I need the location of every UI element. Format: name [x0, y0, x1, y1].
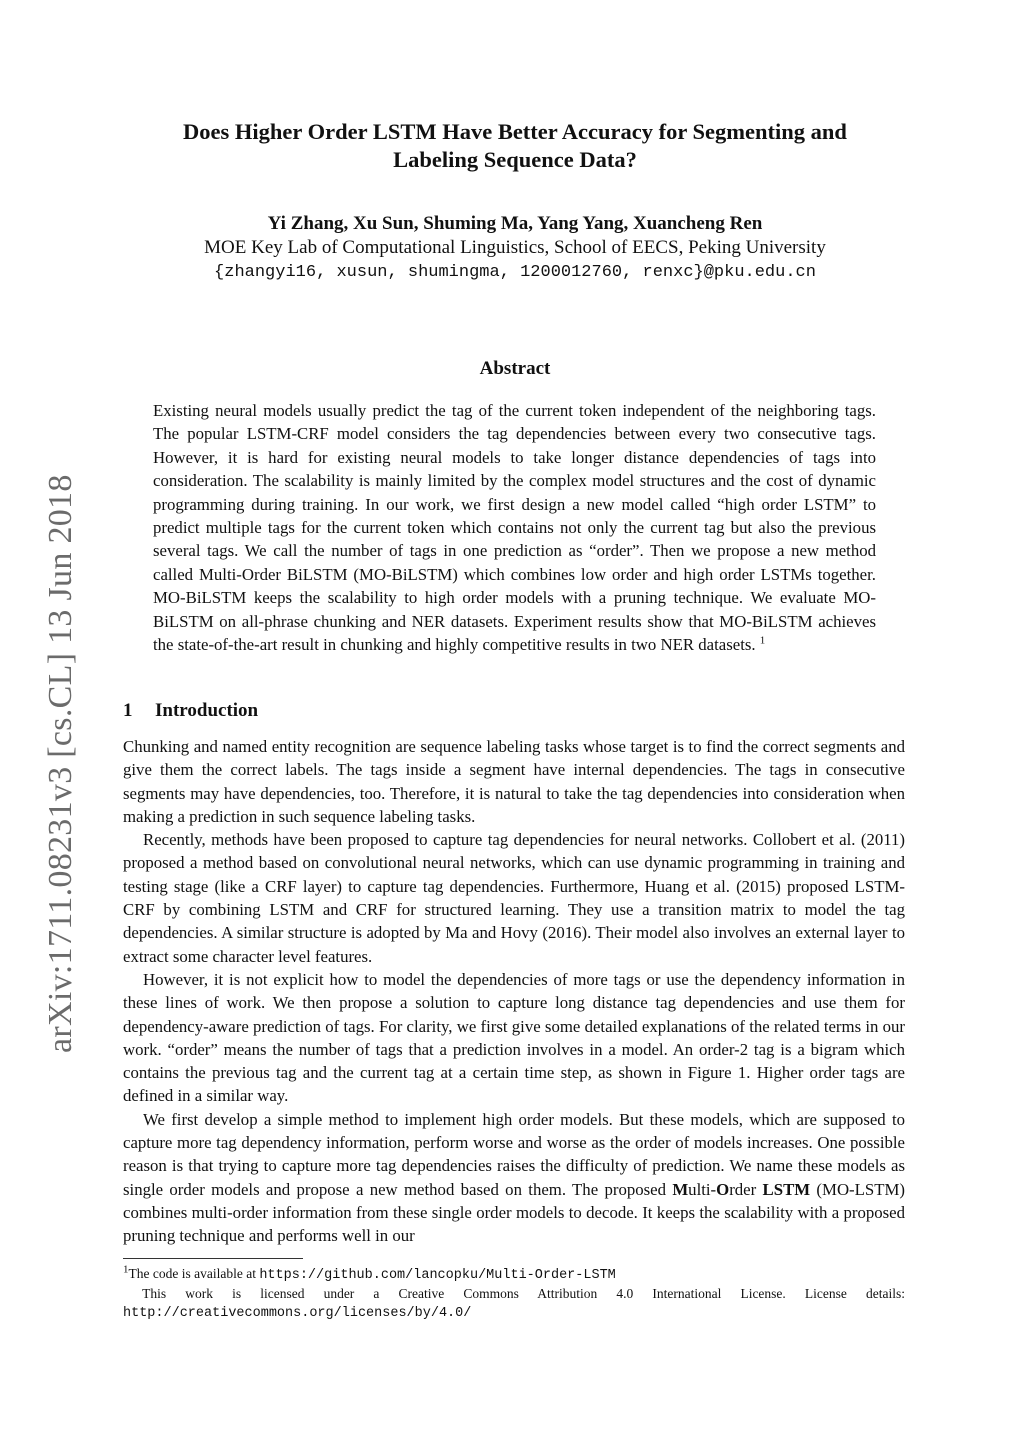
introduction-body [123, 735, 905, 1248]
p4-text-b: (MO-LSTM) combines multi-order information from these single order models to decode. It keeps the scalability with a proposed pruning technique and performs well in our [123, 1179, 905, 1246]
license-note [123, 1285, 905, 1323]
license-text: This work is licensed under a Creative Commons Attribution 4.0 International License. License details: [142, 1286, 905, 1301]
footnote-mark-1: 1 [759, 634, 766, 647]
footnotes [123, 1265, 905, 1323]
arxiv-identifier: arXiv:1711.08231v3 [cs.CL] 13 Jun 2018 [42, 474, 79, 1053]
author-list: Yi Zhang, Xu Sun, Shuming Ma, Yang Yang, Xuancheng Ren [267, 213, 763, 234]
footnote-divider [123, 1258, 303, 1259]
abstract-body [153, 399, 876, 656]
abstract-heading: Abstract [479, 358, 551, 379]
paper-title [120, 118, 910, 174]
p4-text-rder: rder [729, 1179, 763, 1199]
abstract-text: Existing neural models usually predict the tag of the current token independent of the neighboring tags. The popular LSTM-CRF model considers the tag dependencies between every two consecutive tags. However, it is hard for existing neural models to take longer distance dependencies of tags into consideration. The scalability is mainly limited by the complex model structures and the cost of dynamic programming during training. In our work, we first design a new model called “high order LSTM” to predict multiple tags for the current token which contains not only the current tag but also the previous several tags. We call the number of tags in one prediction as “order”. Then we propose a new method called Multi-Order BiLSTM (MO-BiLSTM) which combines low order and high order LSTMs together. MO-BiLSTM keeps the scalability to high order models with a pruning technique. We evaluate MO-BiLSTM on all-phrase chunking and NER datasets. Experiment results show that MO-BiLSTM achieves the state-of-the-art result in chunking and highly competitive results in two NER datasets. [153, 401, 876, 655]
license-url-link[interactable]: http://creativecommons.org/licenses/by/4.0/ [123, 1306, 472, 1321]
author-emails: {zhangyi16, xusun, shumingma, 1200012760, renxc}@pku.edu.cn [214, 263, 816, 282]
intro-paragraph-4 [123, 1108, 905, 1248]
footnote-1-mark: 1 [123, 1263, 129, 1276]
section-number: 1 [123, 700, 133, 721]
section-title: Introduction [155, 700, 259, 721]
p4-bold-m: M [672, 1179, 689, 1199]
title-line-2: Labeling Sequence Data? [393, 147, 637, 172]
intro-paragraph-1: Chunking and named entity recognition are sequence labeling tasks whose target is to find the correct segments and give them the correct labels. The tags inside a segment have internal dependencies. The tags in consecutive segments may have dependencies, too. Therefore, it is natural to take the tag dependencies into consideration when making a prediction in such sequence labeling tasks. [123, 737, 905, 826]
title-line-1: Does Higher Order LSTM Have Better Accuracy for Segmenting and [183, 119, 847, 144]
p4-bold-o: O [716, 1179, 730, 1199]
affiliation: MOE Key Lab of Computational Linguistics, School of EECS, Peking University [204, 237, 826, 258]
intro-paragraph-3: However, it is not explicit how to model the dependencies of more tags or use the dependency information in these lines of work. We then propose a solution to capture long distance tag dependencies and use them for dependency-aware prediction of tags. For clarity, we first give some detailed explanations of the related terms in our work. “order” means the number of tags that a prediction involves in a model. An order-2 tag is a bigram which contains the previous tag and the current tag at a certain time step, as shown in Figure 1. Higher order tags are defined in a similar way. [123, 969, 905, 1106]
p4-text-a: We first develop a simple method to implement high order models. But these models, which are supposed to capture more tag dependency information, perform worse and worse as the order of models increases. One possible reason is that trying to capture more tag dependencies raises the difficulty of prediction. We name these models as single order models and propose a new method based on them. The proposed [123, 1109, 905, 1199]
p4-bold-lstm: LSTM [762, 1179, 811, 1199]
p4-text-ulti: ulti- [688, 1179, 717, 1199]
section-heading-introduction [123, 699, 258, 723]
footnote-1-text: The code is available at [128, 1266, 260, 1281]
code-url-link[interactable]: https://github.com/lancopku/Multi-Order-LSTM [259, 1268, 616, 1283]
footnote-1 [123, 1265, 905, 1285]
intro-paragraph-2: Recently, methods have been proposed to capture tag dependencies for neural networks. Collobert et al. (2011) proposed a method based on convolutional neural networks, which can use dynamic programming in training and testing stage (like a CRF layer) to capture tag dependencies. Furthermore, Huang et al. (2015) proposed LSTM-CRF by combining LSTM and CRF for structured learning. They use a transition matrix to model the tag dependencies. A similar structure is adopted by Ma and Hovy (2016). Their model also involves an external layer to extract some character level features. [123, 830, 905, 966]
